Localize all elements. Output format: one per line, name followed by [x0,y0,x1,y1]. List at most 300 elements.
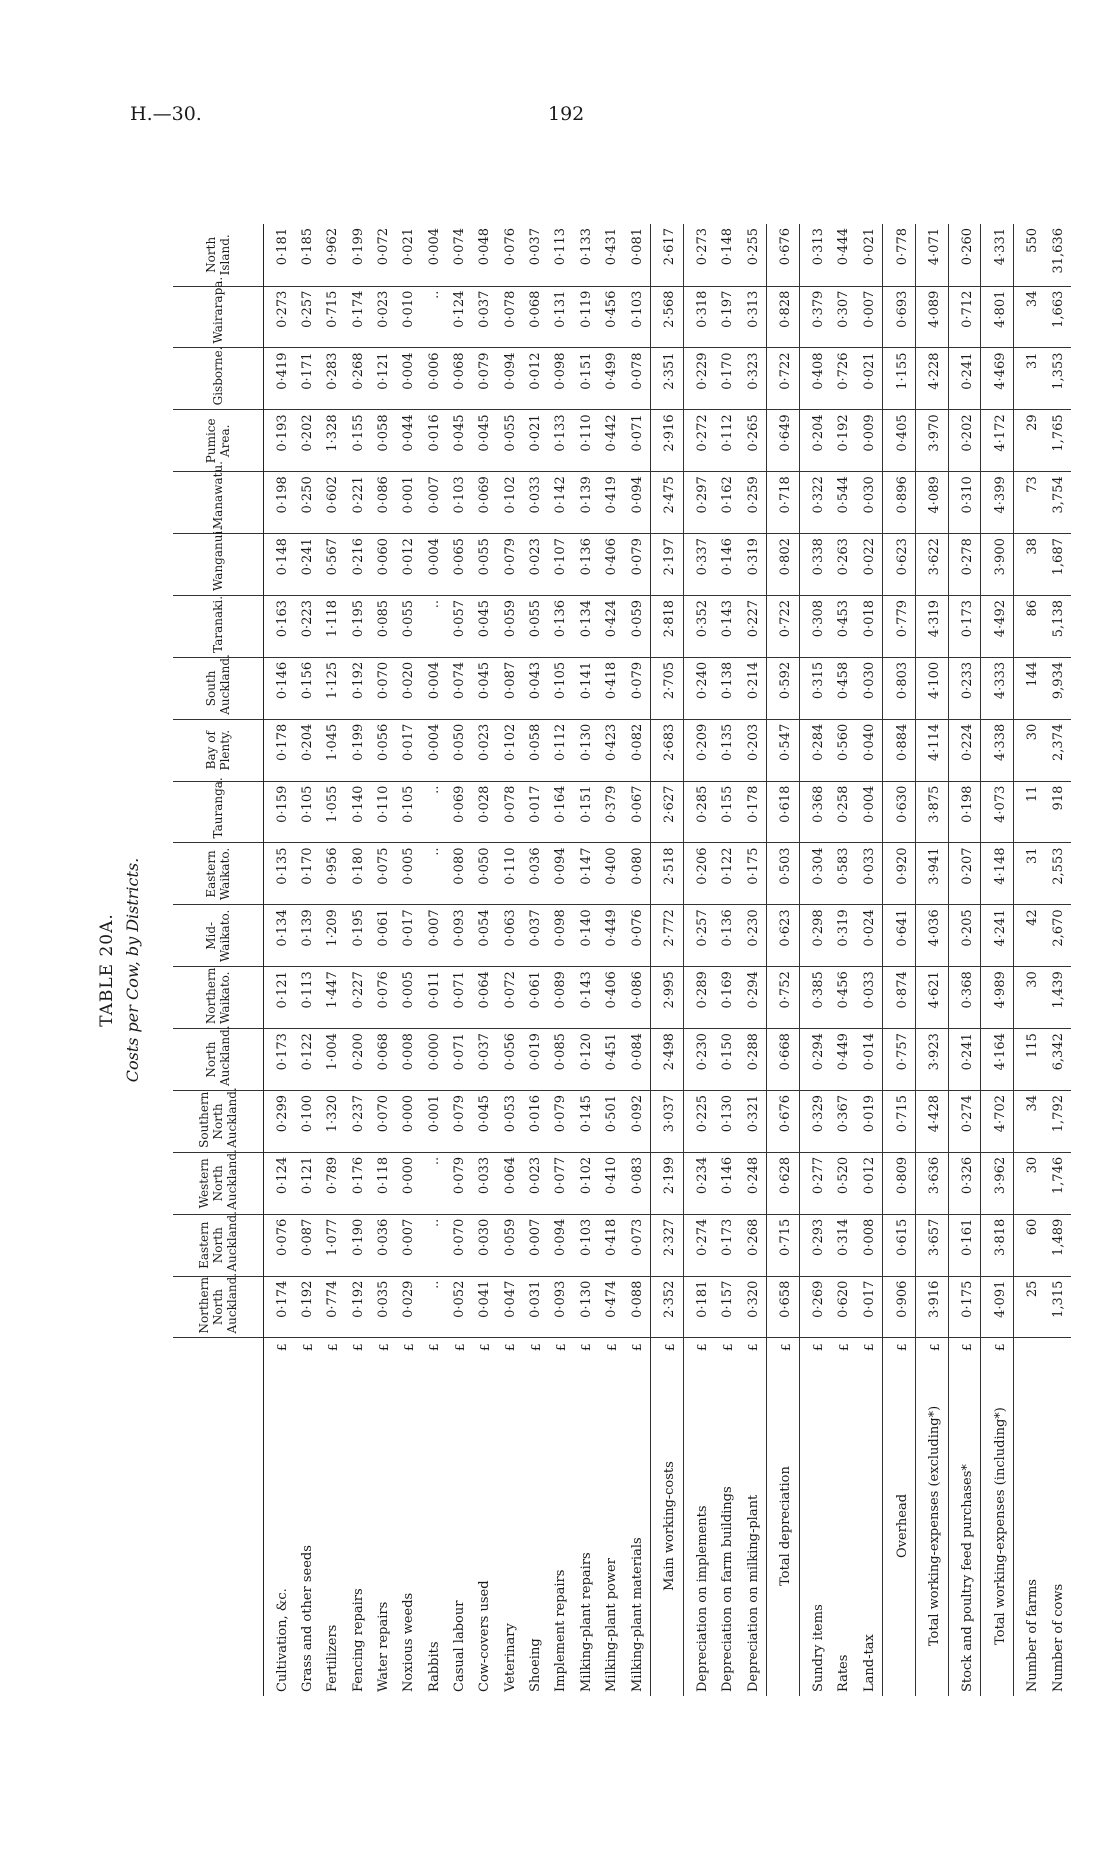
table-cell: 0·283 [320,348,345,410]
table-row [447,224,472,1696]
table-cell: 1,315 [1045,1276,1071,1338]
table-cell: 0·474 [599,1276,624,1338]
table-cell: 0·424 [599,596,624,658]
table-cell: 0·045 [472,657,497,719]
table-cell: 0·005 [396,843,421,905]
table-cell: 0·138 [715,657,740,719]
table-cell: 0·641 [889,905,915,967]
table-cell: 0·259 [740,472,766,534]
table-cell: 0·176 [346,1152,371,1214]
table-cell: 0·124 [270,1152,295,1214]
table-cell: 2·199 [657,1152,683,1214]
table-cell: 0·081 [624,224,650,286]
table-cell: 0·379 [599,781,624,843]
table-cell: 0·418 [599,657,624,719]
table-cell: 0·070 [371,657,396,719]
table-cell: 1,663 [1045,286,1071,348]
table-cell: 0·592 [773,657,799,719]
row-unit: £ [778,1343,793,1352]
table-cell: 0·110 [574,410,599,472]
table-cell: 4·801 [987,286,1013,348]
row-label: Total working-expenses (excluding*) [927,1405,943,1647]
table-cell: 0·320 [740,1276,766,1338]
table-cell: 0·079 [447,1152,472,1214]
table-cell: 4·228 [922,348,948,410]
table-cell: 4·331 [987,224,1013,286]
table-cell: 0·693 [889,286,915,348]
table-cell: 3,754 [1045,472,1071,534]
row-label: Depreciation on implements [694,1505,710,1692]
table-cell: 0·718 [773,472,799,534]
table-cell: 0·547 [773,719,799,781]
table-cell: 0·715 [889,1091,915,1153]
table-cell: 0·105 [396,781,421,843]
row-label: Main working-costs [662,1461,678,1591]
table-cell: 0·036 [371,1214,396,1276]
table-cell: 0·110 [371,781,396,843]
table-cell: 0·285 [690,781,715,843]
table-cell: 0·008 [857,1214,883,1276]
table-cell: 0·140 [346,781,371,843]
table-cell: 30 [1020,1152,1045,1214]
table-cell: 0·329 [806,1091,831,1153]
table-cell: 0·560 [831,719,856,781]
table-cell: 0·248 [740,1152,766,1214]
table-cell: 3·941 [922,843,948,905]
table-header-row [173,224,263,1696]
table-cell: 0·828 [773,286,799,348]
table-cell: 0·874 [889,967,915,1029]
table-cell: 0·313 [806,224,831,286]
column-header: Gisborne. [173,348,263,410]
table-cell: 0·499 [599,348,624,410]
table-cell: 0·017 [857,1276,883,1338]
column-header: Tauranga. [173,781,263,843]
table-cell: 0·135 [270,843,295,905]
row-unit: £ [300,1343,315,1352]
row-label: Land-tax [861,1634,877,1692]
row-unit [1045,1338,1071,1356]
table-cell: 0·068 [447,348,472,410]
table-cell: 3·970 [922,410,948,472]
table-cell: 0·140 [574,905,599,967]
row-label: Depreciation on farm buildings [720,1486,736,1692]
table-cell: 0·802 [773,534,799,596]
table-cell: 4·319 [922,596,948,658]
table-cell: 0·298 [806,905,831,967]
table-cell: 0·071 [447,1029,472,1091]
table-row [599,224,624,1696]
table-cell: 0·321 [740,1091,766,1153]
table-cell: 0·087 [498,657,523,719]
table-cell: 4·428 [922,1091,948,1153]
row-unit: £ [836,1343,851,1352]
table-cell: 2,553 [1045,843,1071,905]
row-unit: £ [275,1343,290,1352]
table-cell: 4·172 [987,410,1013,472]
table-cell: 0·004 [422,719,447,781]
table-cell: 0·224 [955,719,981,781]
table-cell: 0·310 [955,472,981,534]
row-unit: £ [579,1343,594,1352]
table-cell: 4·100 [922,657,948,719]
table-cell: 0·030 [857,472,883,534]
table-cell: 0·121 [371,348,396,410]
table-cell: 0·155 [346,410,371,472]
table-title: TABLE 20A. [97,913,117,1027]
table-cell: 0·142 [548,472,573,534]
table-cell: 0·088 [624,1276,650,1338]
table-cell: 0·199 [346,719,371,781]
table-cell: 0·192 [831,410,856,472]
table-row [574,224,599,1696]
table-cell: 0·241 [955,348,981,410]
table-cell: 1,792 [1045,1091,1071,1153]
table-cell: 1·328 [320,410,345,472]
table-cell: 0·649 [773,410,799,472]
table-cell: 0·174 [346,286,371,348]
table-cell: .. [422,286,447,348]
table-cell: 0·419 [599,472,624,534]
table-row [422,224,447,1696]
table-cell: 0·071 [447,967,472,1029]
row-unit: £ [604,1343,619,1352]
table-cell: 34 [1020,1091,1045,1153]
table-cell: 4·338 [987,719,1013,781]
table-cell: 1·055 [320,781,345,843]
table-cell: 0·022 [857,534,883,596]
table-cell: 918 [1045,781,1071,843]
table-cell: 0·124 [447,286,472,348]
table-cell: 2·916 [657,410,683,472]
table-cell: 0·757 [889,1029,915,1091]
table-cell: 4·073 [987,781,1013,843]
table-cell: 0·121 [295,1152,320,1214]
table-cell: 0·442 [599,410,624,472]
table-cell: 0·962 [320,224,345,286]
table-cell: 0·444 [831,224,856,286]
table-cell: 0·134 [270,905,295,967]
table-cell: 0·070 [447,1214,472,1276]
table-cell: 0·379 [806,286,831,348]
table-cell: 3·875 [922,781,948,843]
table-cell: 0·237 [346,1091,371,1153]
table-cell: 0·050 [447,719,472,781]
table-cell: 0·779 [889,596,915,658]
table-cell: 2·772 [657,905,683,967]
table-cell: 31 [1020,843,1045,905]
table-cell: 2·498 [657,1029,683,1091]
table-cell: 0·307 [831,286,856,348]
table-cell: 2·352 [657,1276,683,1338]
table-cell: 0·014 [857,1029,883,1091]
table-cell: 0·072 [371,224,396,286]
table-cell: 0·156 [295,657,320,719]
table-cell: 0·037 [523,224,548,286]
table-cell: 0·102 [574,1152,599,1214]
table-cell: 0·173 [270,1029,295,1091]
table-row [371,224,396,1696]
table-cell: 0·233 [955,657,981,719]
table-cell: 0·250 [295,472,320,534]
table-cell: 0·294 [806,1029,831,1091]
table-cell: 0·074 [447,224,472,286]
table-cell: 0·021 [857,224,883,286]
table-cell: 0·151 [574,348,599,410]
table-cell: 4·071 [922,224,948,286]
table-cell: 0·004 [396,348,421,410]
table-cell: 0·458 [831,657,856,719]
table-cell: .. [422,596,447,658]
table-cell: 0·456 [831,967,856,1029]
table-cell: 0·326 [955,1152,981,1214]
row-unit: £ [351,1343,366,1352]
table-cell: 115 [1020,1029,1045,1091]
table-cell: 0·274 [690,1214,715,1276]
table-cell: 0·064 [472,967,497,1029]
table-cell: 0·055 [472,534,497,596]
costs-per-cow-table [173,224,1071,1696]
header-item-column [173,1356,263,1696]
table-cell: 0·406 [599,534,624,596]
table-cell: 1,353 [1045,348,1071,410]
table-cell: 3·636 [922,1152,948,1214]
table-cell: 0·288 [740,1029,766,1091]
row-unit: £ [477,1343,492,1352]
table-cell: 0·103 [447,472,472,534]
table-cell: 0·079 [472,348,497,410]
table-cell: 4·399 [987,472,1013,534]
table-cell: 0·130 [715,1091,740,1153]
table-cell: 0·005 [396,967,421,1029]
table-cell: 0·076 [270,1214,295,1276]
table-cell: 0·405 [889,410,915,472]
column-header: Manawatu. [173,472,263,534]
table-cell: 0·134 [574,596,599,658]
table-cell: 0·079 [624,534,650,596]
table-cell: 0·803 [889,657,915,719]
table-cell: 4·091 [987,1276,1013,1338]
table-row [657,224,683,1696]
table-cell: 0·113 [548,224,573,286]
table-cell: 0·449 [599,905,624,967]
table-cell: 0·078 [498,781,523,843]
table-cell: 0·146 [270,657,295,719]
table-cell: 0·338 [806,534,831,596]
table-cell: 0·368 [806,781,831,843]
table-cell: 0·272 [690,410,715,472]
table-cell: 0·133 [574,224,599,286]
table-cell: 0·011 [422,967,447,1029]
table-cell: 0·105 [295,781,320,843]
table-row [715,224,740,1696]
table-cell: 0·105 [548,657,573,719]
table-row [396,224,421,1696]
table-cell: 0·623 [773,905,799,967]
table-cell: 3·962 [987,1152,1013,1214]
table-cell: 0·503 [773,843,799,905]
table-cell: 0·060 [371,534,396,596]
row-label: Total depreciation [778,1466,794,1586]
table-cell: 0·297 [690,472,715,534]
table-cell: 2·475 [657,472,683,534]
row-unit: £ [960,1343,975,1352]
table-cell: 0·033 [523,472,548,534]
column-header: Wairarapa. [173,286,263,348]
table-cell: 0·016 [422,410,447,472]
row-unit: £ [376,1343,391,1352]
table-cell: 0·102 [498,472,523,534]
table-cell: 0·036 [523,843,548,905]
table-cell: 0·157 [715,1276,740,1338]
table-cell: 0·094 [624,472,650,534]
table-cell: 0·147 [574,843,599,905]
table-cell: 1·118 [320,596,345,658]
table-cell: 0·146 [715,534,740,596]
table-cell: 3·037 [657,1091,683,1153]
table-cell: 0·410 [599,1152,624,1214]
table-cell: 0·043 [523,657,548,719]
table-cell: 0·314 [831,1214,856,1276]
row-label: Milking-plant power [604,1558,620,1692]
row-label: Veterinary [502,1623,518,1692]
table-cell: 0·722 [773,596,799,658]
table-cell: 0·044 [396,410,421,472]
table-cell: 2·351 [657,348,683,410]
table-cell: 0·544 [831,472,856,534]
cost-table-container [173,224,1071,1696]
table-cell: 0·230 [690,1029,715,1091]
table-cell: 0·170 [715,348,740,410]
table-cell: 0·230 [740,905,766,967]
table-cell: 0·100 [295,1091,320,1153]
table-cell: 0·063 [498,905,523,967]
table-cell: 0·263 [831,534,856,596]
table-cell: 0·094 [548,1214,573,1276]
table-cell: 0·086 [624,967,650,1029]
row-label: Water repairs [376,1601,392,1692]
table-cell: 0·019 [523,1029,548,1091]
table-cell: 0·023 [371,286,396,348]
table-cell: 1·209 [320,905,345,967]
table-cell: 0·618 [773,781,799,843]
table-cell: .. [422,781,447,843]
table-cell: 0·294 [740,967,766,1029]
table-cell: 0·030 [857,657,883,719]
table-cell: 2·197 [657,534,683,596]
table-cell: 0·047 [498,1276,523,1338]
table-cell: 0·173 [715,1214,740,1276]
table-cell: 0·143 [715,596,740,658]
table-cell: 0·055 [498,410,523,472]
table-cell: 0·205 [955,905,981,967]
table-cell: 0·069 [447,781,472,843]
table-cell: 0·021 [857,348,883,410]
table-cell: 25 [1020,1276,1045,1338]
row-label: Overhead [894,1493,910,1559]
table-cell: 0·004 [422,224,447,286]
table-cell: 2·818 [657,596,683,658]
row-unit: £ [895,1343,910,1352]
table-row [740,224,766,1696]
table-cell: 0·227 [346,967,371,1029]
table-cell: 0·260 [955,224,981,286]
table-cell: 0·037 [523,905,548,967]
table-cell: 0·033 [472,1152,497,1214]
row-label: Casual labour [452,1600,468,1692]
table-cell: 0·001 [396,472,421,534]
table-cell: 0·052 [447,1276,472,1338]
table-cell: 0·204 [806,410,831,472]
table-cell: 0·017 [396,719,421,781]
table-cell: 0·080 [447,843,472,905]
table-cell: 0·007 [422,905,447,967]
row-label: Rates [836,1654,852,1692]
table-cell: 0·159 [270,781,295,843]
table-cell: 0·087 [295,1214,320,1276]
table-cell: 1,687 [1045,534,1071,596]
table-cell: 0·080 [624,843,650,905]
row-label: Fertilizers [325,1624,341,1692]
table-cell: 0·103 [574,1214,599,1276]
table-cell: 0·110 [498,843,523,905]
row-unit: £ [503,1343,518,1352]
row-unit: £ [862,1343,877,1352]
table-row [806,224,831,1696]
table-cell: 0·004 [422,657,447,719]
column-header: Taranaki. [173,596,263,658]
table-cell: 0·008 [396,1029,421,1091]
table-cell: 0·214 [740,657,766,719]
row-label: Number of cows [1050,1583,1066,1692]
table-cell: 0·103 [624,286,650,348]
table-cell: 0·223 [295,596,320,658]
table-cell: 0·273 [270,286,295,348]
row-unit: £ [427,1343,442,1352]
table-cell: 4·469 [987,348,1013,410]
table-cell: 38 [1020,534,1045,596]
row-label: Depreciation on milking-plant [745,1494,761,1692]
table-cell: 0·120 [574,1029,599,1091]
table-cell: 0·726 [831,348,856,410]
table-cell: 0·178 [270,719,295,781]
table-cell: 0·209 [690,719,715,781]
table-cell: 0·322 [806,472,831,534]
table-cell: 0·257 [295,286,320,348]
table-cell: 0·136 [574,534,599,596]
table-cell: 0·007 [396,1214,421,1276]
table-cell: 1,439 [1045,967,1071,1029]
table-cell: 0·185 [295,224,320,286]
table-cell: 0·520 [831,1152,856,1214]
table-cell: 0·085 [371,596,396,658]
table-cell: 0·175 [740,843,766,905]
row-label: Fencing repairs [350,1588,366,1692]
table-cell: 0·074 [447,657,472,719]
table-cell: 0·004 [422,534,447,596]
table-cell: 0·078 [624,348,650,410]
table-cell: 0·037 [472,286,497,348]
row-label: Noxious weeds [401,1592,417,1692]
table-cell: 0·076 [371,967,396,1029]
table-cell: 0·121 [270,967,295,1029]
table-cell: 0·956 [320,843,345,905]
table-cell: 4·989 [987,967,1013,1029]
table-cell: 31,636 [1045,224,1071,286]
table-cell: 0·004 [857,781,883,843]
table-cell: 1,489 [1045,1214,1071,1276]
table-cell: 0·021 [523,410,548,472]
